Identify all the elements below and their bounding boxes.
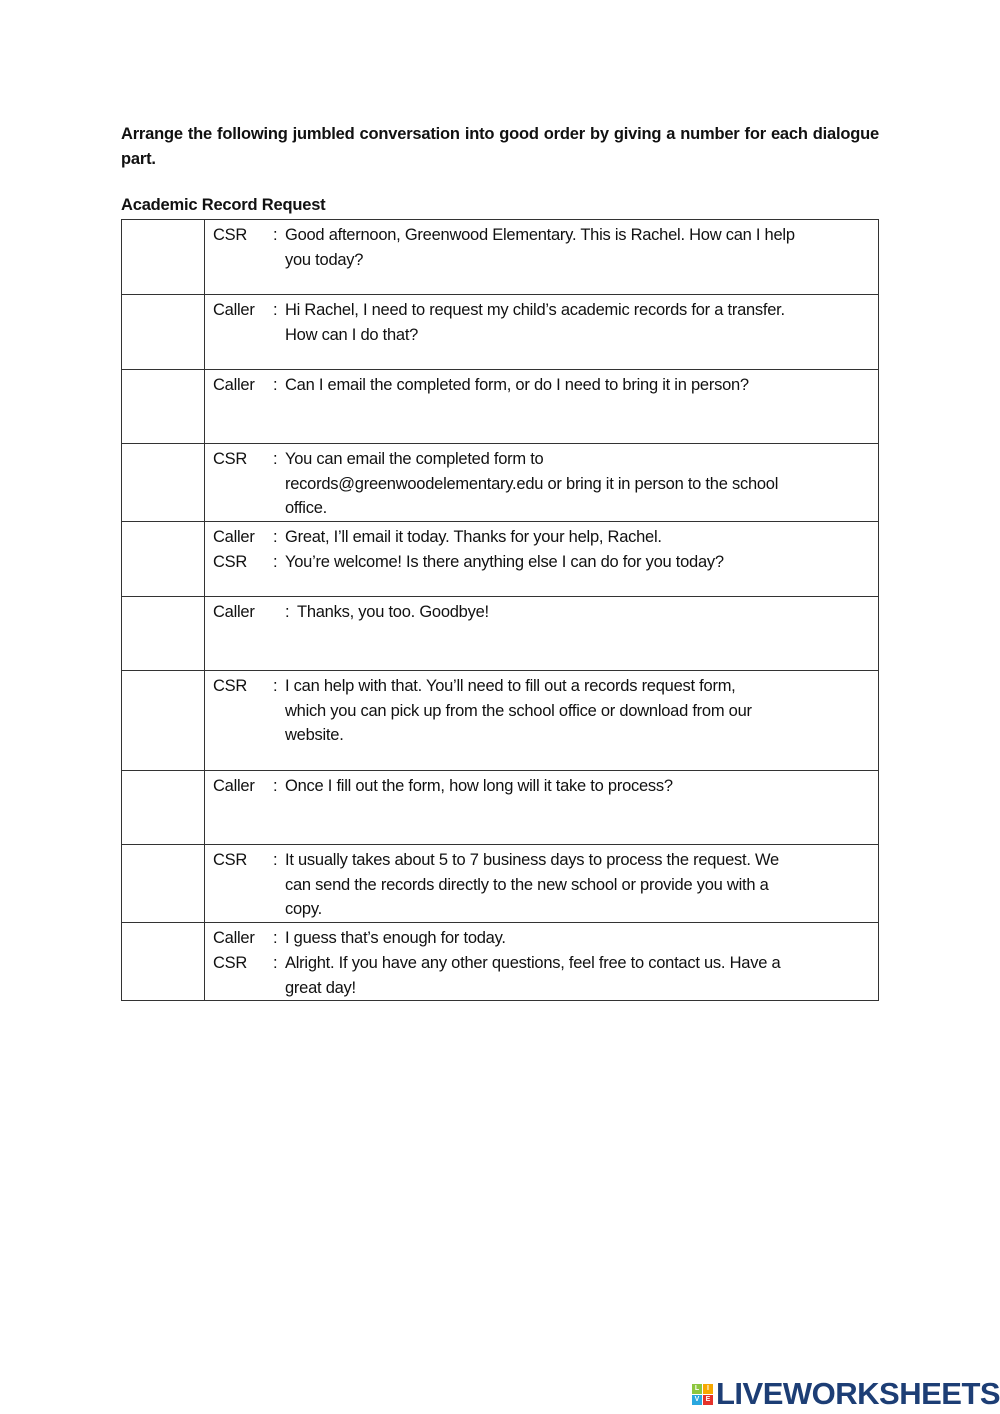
dialogue-line: can send the records directly to the new school or provide you with a — [285, 875, 769, 894]
dialogue-entry — [205, 550, 878, 575]
logo-letter-block: E — [703, 1395, 713, 1405]
colon: : — [273, 301, 278, 319]
speaker-label: Caller — [213, 528, 255, 547]
logo-blocks-icon — [692, 1384, 713, 1405]
colon: : — [273, 929, 278, 948]
speaker-label: Caller — [213, 929, 255, 948]
dialogue-line: great day! — [285, 978, 356, 997]
dialogue-row — [122, 845, 879, 923]
speaker-label: CSR — [213, 552, 248, 571]
order-number-cell[interactable] — [122, 295, 205, 370]
dialogue-cell — [205, 923, 879, 1001]
dialogue-entry — [205, 525, 878, 550]
dialogue-entry — [205, 298, 878, 347]
dialogue-line: Once I fill out the form, how long will it take to process? — [285, 777, 673, 796]
dialogue-line: How can I do that? — [285, 325, 419, 344]
dialogue-line: Great, I’ll email it today. Thanks for your help, Rachel. — [285, 528, 662, 547]
colon: : — [273, 552, 278, 571]
dialogue-cell — [205, 671, 879, 771]
dialogue-line: I can help with that. You’ll need to fill out a records request form, — [285, 677, 736, 696]
dialogue-cell — [205, 771, 879, 845]
dialogue-entry — [205, 848, 878, 922]
dialogue-cell — [205, 597, 879, 671]
dialogue-entry — [205, 951, 878, 1000]
dialogue-cell — [205, 522, 879, 597]
dialogue-table — [121, 219, 879, 1001]
speaker-label: Caller — [213, 603, 255, 622]
dialogue-line: you today? — [285, 250, 364, 269]
dialogue-row — [122, 295, 879, 370]
order-number-cell[interactable] — [122, 522, 205, 597]
speaker-label: Caller — [213, 301, 255, 319]
dialogue-cell — [205, 444, 879, 522]
speaker-label: CSR — [213, 953, 248, 972]
speaker-label: Caller — [213, 777, 255, 796]
logo-letter-block: I — [703, 1384, 713, 1394]
colon: : — [273, 851, 278, 870]
dialogue-row — [122, 370, 879, 444]
order-number-cell[interactable] — [122, 771, 205, 845]
colon: : — [273, 376, 278, 394]
dialogue-line: You can email the completed form to — [285, 450, 544, 468]
dialogue-line: You’re welcome! Is there anything else I can do for you today? — [285, 552, 724, 571]
order-number-cell[interactable] — [122, 220, 205, 295]
colon: : — [273, 226, 278, 244]
order-number-cell[interactable] — [122, 923, 205, 1001]
dialogue-row — [122, 444, 879, 522]
dialogue-entry — [205, 926, 878, 951]
colon: : — [273, 528, 278, 547]
dialogue-cell — [205, 845, 879, 923]
speaker-label: CSR — [213, 450, 248, 468]
dialogue-line: Good afternoon, Greenwood Elementary. This is Rachel. How can I help — [285, 226, 795, 244]
dialogue-line: office. — [285, 499, 327, 518]
dialogue-line: Alright. If you have any other questions, feel free to contact us. Have a — [285, 953, 781, 972]
dialogue-row — [122, 220, 879, 295]
dialogue-entry — [205, 447, 878, 521]
order-number-cell[interactable] — [122, 671, 205, 771]
dialogue-row — [122, 671, 879, 771]
dialogue-cell — [205, 370, 879, 444]
speaker-label: Caller — [213, 376, 255, 394]
dialogue-line: Thanks, you too. Goodbye! — [297, 603, 489, 622]
liveworksheets-logo — [692, 1376, 1000, 1412]
dialogue-cell — [205, 220, 879, 295]
instructions: Arrange the following jumbled conversation into good order by giving a number for each dialogue part. — [121, 125, 879, 168]
logo-wordmark: LIVEWORKSHEETS — [716, 1376, 1000, 1411]
dialogue-line: Hi Rachel, I need to request my child’s academic records for a transfer. — [285, 301, 785, 319]
speaker-label: CSR — [213, 677, 248, 696]
dialogue-entry — [205, 223, 878, 272]
dialogue-line: website. — [285, 726, 344, 745]
dialogue-row — [122, 522, 879, 597]
order-number-cell[interactable] — [122, 845, 205, 923]
order-number-cell[interactable] — [122, 370, 205, 444]
dialogue-row — [122, 597, 879, 671]
dialogue-row — [122, 923, 879, 1001]
colon: : — [273, 777, 278, 796]
dialogue-cell — [205, 295, 879, 370]
dialogue-line: records@greenwoodelementary.edu or bring it in person to the school — [285, 474, 779, 493]
logo-letter-block: V — [692, 1395, 702, 1405]
dialogue-row — [122, 771, 879, 845]
speaker-label: CSR — [213, 851, 248, 870]
dialogue-line: I guess that’s enough for today. — [285, 929, 506, 948]
speaker-label: CSR — [213, 226, 248, 244]
worksheet-title: Academic Record Request — [121, 196, 326, 214]
logo-letter-block: L — [692, 1384, 702, 1394]
dialogue-line: copy. — [285, 900, 322, 919]
dialogue-entry — [205, 373, 878, 398]
order-number-cell[interactable] — [122, 597, 205, 671]
dialogue-entry — [205, 774, 878, 799]
colon: : — [273, 953, 278, 972]
dialogue-entry — [205, 600, 878, 625]
colon: : — [273, 450, 278, 468]
dialogue-line: which you can pick up from the school office or download from our — [285, 701, 752, 720]
colon: : — [285, 603, 290, 622]
dialogue-line: Can I email the completed form, or do I need to bring it in person? — [285, 376, 749, 394]
order-number-cell[interactable] — [122, 444, 205, 522]
dialogue-entry — [205, 674, 878, 748]
dialogue-line: It usually takes about 5 to 7 business days to process the request. We — [285, 851, 779, 870]
colon: : — [273, 677, 278, 696]
